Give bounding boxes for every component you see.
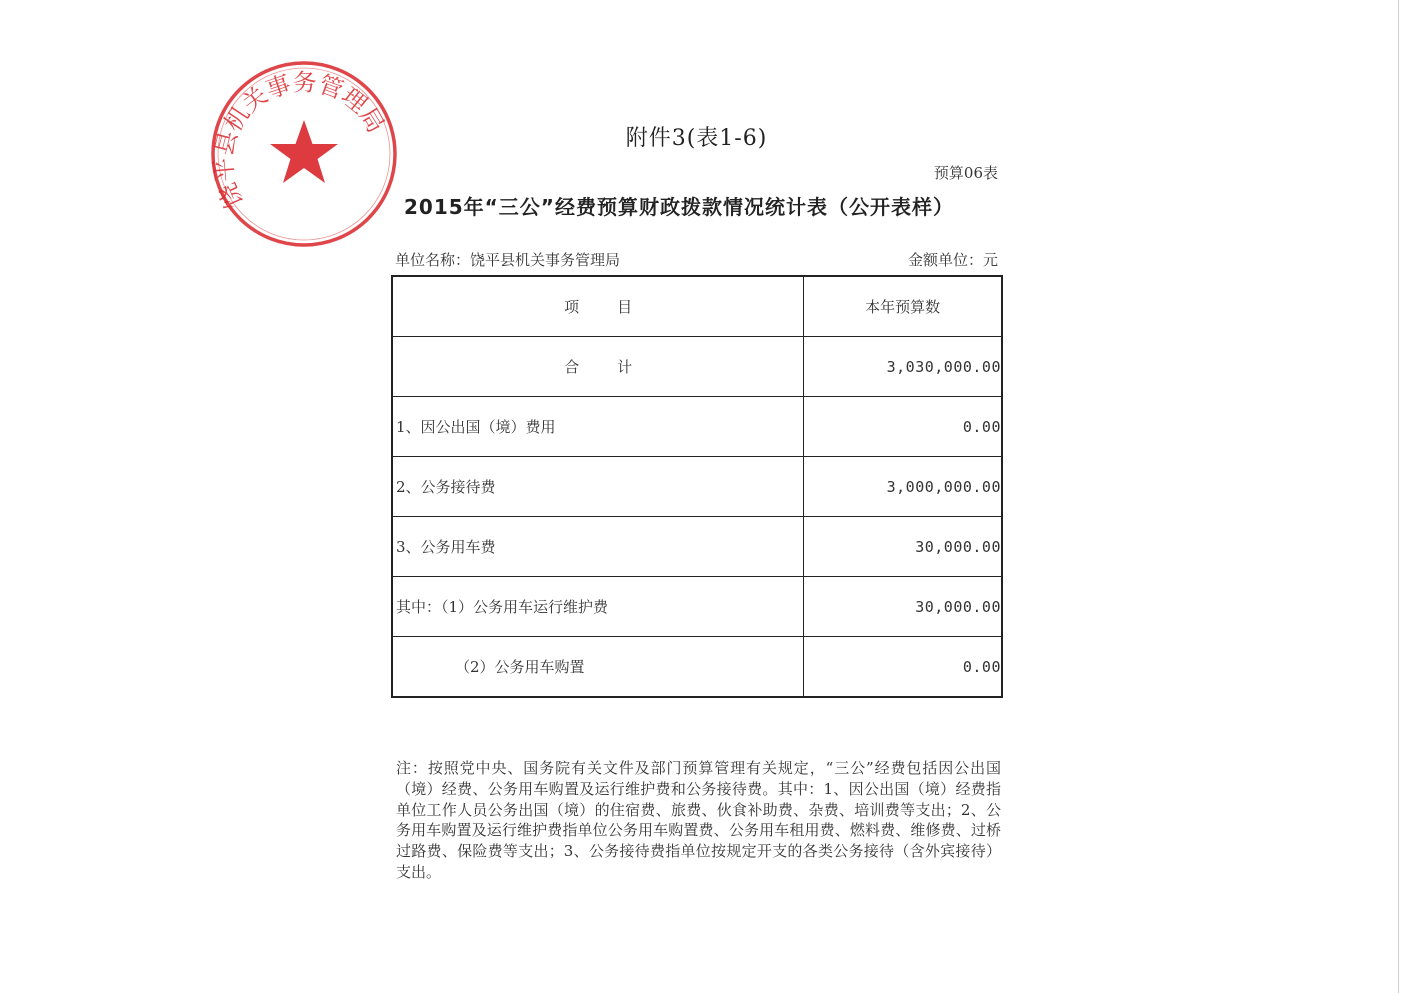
- row-item: （2）公务用车购置: [392, 637, 804, 698]
- column-header-amount: 本年预算数: [804, 276, 1002, 337]
- table-row: [392, 637, 1002, 698]
- table-row: [392, 577, 1002, 637]
- budget-form-code: 预算06表: [933, 164, 998, 182]
- unit-name-label: 单位名称：饶平县机关事务管理局: [395, 251, 621, 269]
- amount-unit-label: 金额单位：元: [907, 251, 998, 269]
- table-row: [392, 397, 1002, 457]
- row-amount: 30,000.00: [804, 577, 1002, 637]
- row-amount: 0.00: [804, 397, 1002, 457]
- table-header-row: [392, 276, 1002, 337]
- row-amount: 0.00: [804, 637, 1002, 698]
- row-amount: 3,030,000.00: [804, 337, 1002, 397]
- document-title: 2015年“三公”经费预算财政拨款情况统计表（公开表样）: [404, 195, 954, 219]
- seal-text: 饶平县机关事务管理局: [209, 68, 390, 213]
- table-row: [392, 517, 1002, 577]
- row-item: 3、公务用车费: [392, 517, 804, 577]
- table-row-total: [392, 337, 1002, 397]
- row-item: 合计: [392, 337, 804, 397]
- table-row: [392, 457, 1002, 517]
- row-item: 其中：（1）公务用车运行维护费: [392, 577, 804, 637]
- row-amount: 30,000.00: [804, 517, 1002, 577]
- row-item: 1、因公出国（境）费用: [392, 397, 804, 457]
- budget-table: [391, 275, 1003, 698]
- official-seal: [208, 58, 400, 250]
- attachment-label: 附件3(表1-6): [625, 126, 768, 151]
- row-item: 2、公务接待费: [392, 457, 804, 517]
- column-header-item: 项目: [392, 276, 804, 337]
- row-amount: 3,000,000.00: [804, 457, 1002, 517]
- footnote: 注：按照党中央、国务院有关文件及部门预算管理有关规定，“三公”经费包括因公出国（境）经费、公务用车购置及运行维护费和公务接待费。其中：1、因公出国（境）经费指单位工作人员公务出国（境）的住宿费、旅费、伙食补助费、杂费、培训费等支出；2、公务用车购置及运行维护费指单位公务用车购置费、公务用车租用费、燃料费、维修费、过桥过路费、保险费等支出；3、公务接待费指单位按规定开支的各类公务接待（含外宾接待）支出。: [396, 759, 1001, 881]
